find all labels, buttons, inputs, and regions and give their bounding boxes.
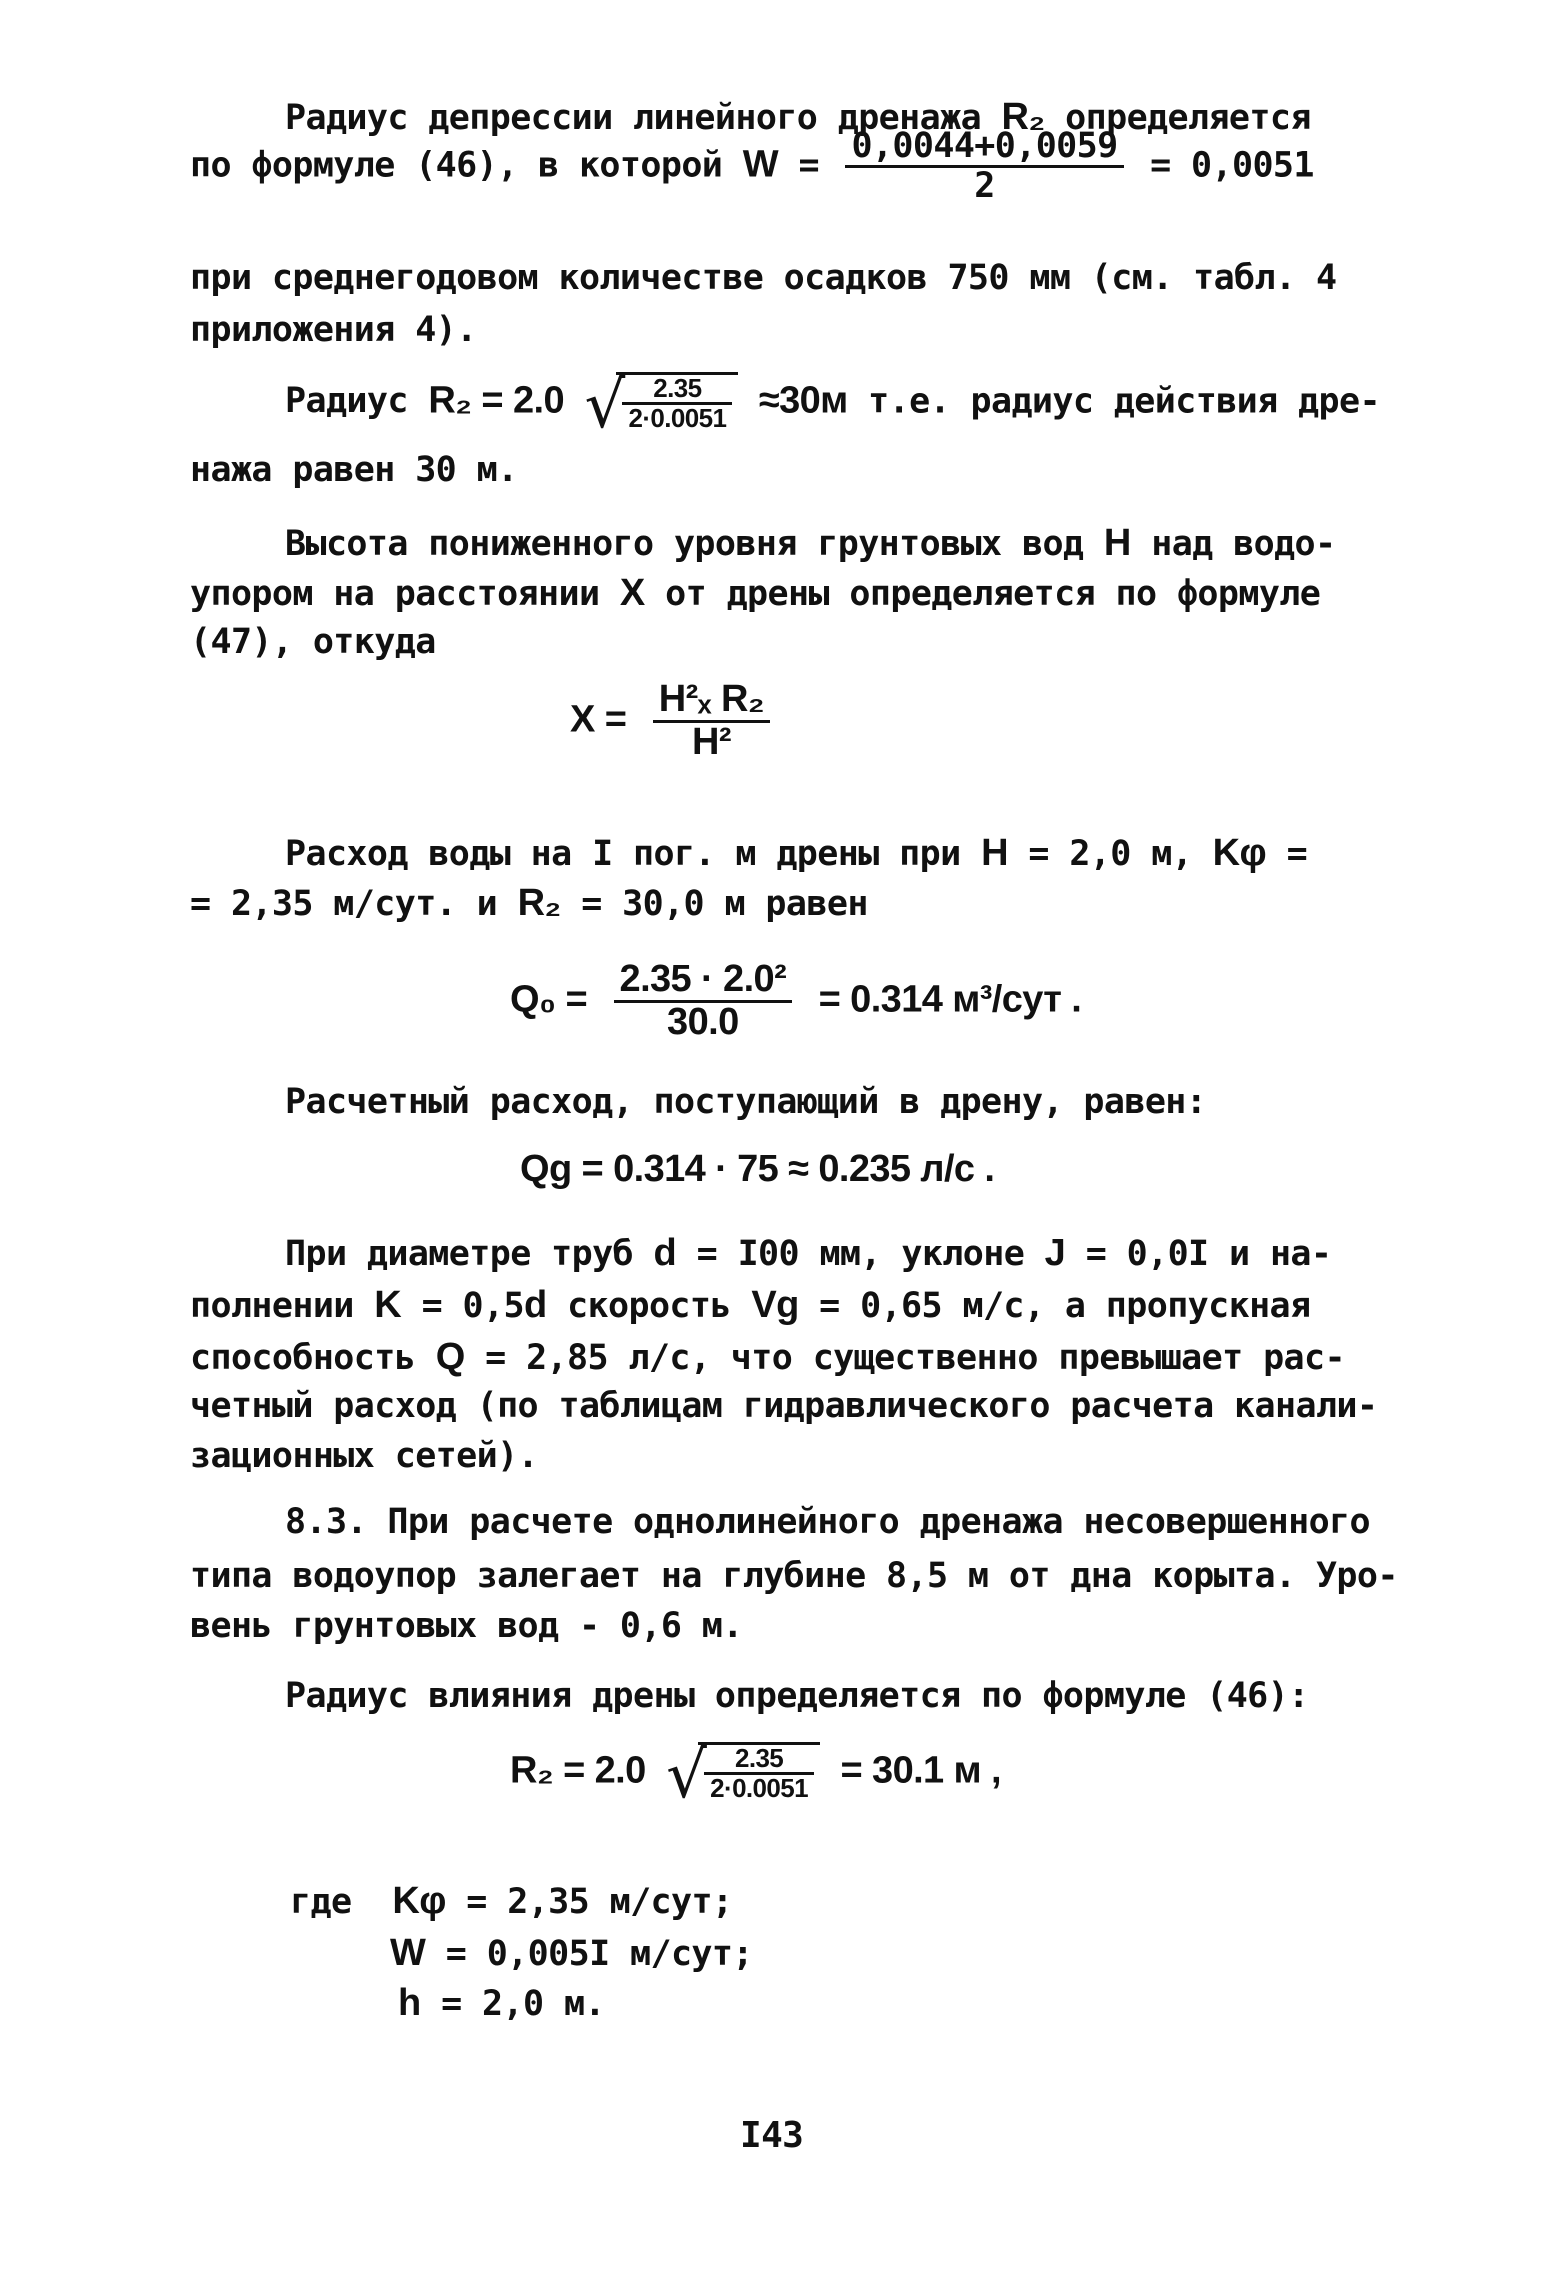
radical-sign: √	[584, 369, 625, 443]
text: от дрены определяется по формуле	[665, 574, 1321, 614]
text: Высота пониженного уровня грунтовых вод	[285, 524, 1084, 564]
text-line	[390, 1932, 753, 1975]
text-line	[190, 450, 518, 490]
formula-x	[570, 680, 776, 763]
fraction-denominator: 2·0.0051	[710, 1773, 808, 1804]
symbol-w: W	[742, 143, 779, 186]
formula-r2-b	[510, 1739, 1001, 1813]
text: = 0,5	[421, 1286, 524, 1326]
formula-q0-lhs: Q₀ =	[510, 978, 588, 1021]
fraction-denominator: 2·0.0051	[628, 403, 727, 434]
symbol-x: X	[619, 572, 645, 614]
formula-r2-rhs: ≈30м	[758, 379, 848, 422]
text: упором на расстоянии	[190, 574, 600, 614]
text: = 0,0051	[1150, 145, 1314, 186]
fraction-numerator: 0,0044+0,0059	[845, 128, 1123, 168]
text-line	[190, 1082, 1206, 1122]
text-line	[190, 258, 1336, 298]
symbol-kf: Kφ	[392, 1880, 446, 1922]
text: нажа равен 30 м.	[190, 450, 518, 490]
formula-r2-rhs: = 30.1 м ,	[840, 1749, 1001, 1792]
text-line	[190, 832, 1307, 875]
text: по формуле (46), в которой	[190, 145, 723, 186]
text: = 30,0 м равен	[581, 884, 868, 924]
text: над водо-	[1151, 524, 1336, 564]
text: четный расход (по таблицам гидравлического расчета канали-	[190, 1386, 1378, 1426]
fraction-numerator: H²ₓ R₂	[653, 680, 770, 723]
text-line	[190, 1676, 1309, 1716]
text: = 0,005I м/сут;	[445, 1934, 753, 1974]
formula-r2-lhs: R₂ = 2.0	[428, 379, 564, 422]
text: Расчетный расход, поступающий в дрену, равен:	[285, 1082, 1207, 1122]
text: (47), откуда	[190, 622, 436, 662]
symbol-r2: R₂	[517, 882, 561, 924]
text: определяется	[1065, 98, 1311, 138]
text: Расход воды на I пог. м дрены при	[285, 834, 961, 874]
text: вень грунтовых вод - 0,6 м.	[190, 1606, 743, 1646]
text: = 2,85 л/с, что существенно превышает рас-	[485, 1338, 1345, 1378]
text: где	[290, 1882, 352, 1922]
text-line	[190, 1336, 1345, 1379]
fraction-numerator: 2.35	[704, 1745, 814, 1775]
fraction-numerator: 2.35 · 2.0²	[614, 960, 793, 1003]
text: =	[1286, 834, 1308, 874]
text-line	[190, 1436, 538, 1476]
text-line	[190, 1606, 743, 1646]
text: = 0,0I и на-	[1085, 1234, 1332, 1274]
page-number: I43	[740, 2115, 804, 2156]
text-line: по формуле (46), в которой W = $\frac{0,0044+0,0059}{2}$ = 0,0051	[190, 126, 1314, 206]
formula-q0-rhs: = 0.314 м³/сут .	[818, 978, 1082, 1021]
text-line	[190, 1284, 1311, 1327]
text: Радиус депрессии линейного дренажа	[285, 98, 982, 138]
text: скорость	[567, 1286, 731, 1326]
symbol-k: K	[374, 1284, 402, 1326]
sqrt-r2	[666, 1739, 820, 1813]
symbol-d: d	[653, 1232, 677, 1274]
text: = 2,0 м,	[1028, 834, 1193, 874]
text: = 2,35 м/сут. и	[190, 884, 498, 924]
text: приложения 4).	[190, 310, 477, 350]
fraction-denominator: H²	[691, 720, 731, 763]
text: При диаметре труб	[285, 1234, 634, 1274]
fraction-denominator: 2	[974, 165, 995, 206]
text-line	[290, 1880, 732, 1923]
text: = 2,35 м/сут;	[466, 1882, 733, 1922]
symbol-kf: Kφ	[1212, 832, 1267, 874]
symbol-w: W	[390, 1932, 426, 1974]
text-line	[398, 1982, 605, 2025]
formula-qg	[520, 1148, 994, 1191]
text: = I00 мм, уклоне	[696, 1234, 1025, 1274]
fraction-numerator: 2.35	[622, 375, 732, 405]
formula-x-lhs: X =	[570, 698, 627, 741]
radical-sign: √	[666, 1739, 707, 1813]
text: = 0,65 м/с, а пропускная	[819, 1286, 1311, 1326]
formula-q0	[510, 960, 1081, 1043]
symbol-q: Q	[435, 1336, 465, 1378]
text-line	[190, 1232, 1331, 1275]
text-line	[190, 1502, 1370, 1542]
text-line	[190, 622, 436, 662]
text: Радиус	[285, 381, 408, 422]
text: т.е. радиус действия дре-	[868, 381, 1380, 422]
text: Радиус влияния дрены определяется по формуле (46):	[285, 1676, 1309, 1716]
text-line	[190, 882, 868, 925]
text-line	[190, 310, 477, 350]
text-line	[190, 1386, 1377, 1426]
text: полнении	[190, 1286, 354, 1326]
symbol-h: H	[1103, 522, 1131, 564]
symbol-h: H	[981, 832, 1008, 874]
text-line	[190, 369, 1380, 443]
text: при среднегодовом количестве осадков 750 мм (см. табл. 4	[190, 258, 1337, 298]
text-line	[190, 522, 1335, 565]
symbol-h-small: h	[398, 1982, 421, 2024]
formula-qg-text: Qg = 0.314 · 75 ≈ 0.235 л/с .	[520, 1148, 995, 1190]
fraction-denominator: 30.0	[667, 1000, 739, 1043]
text: 8.3. При расчете однолинейного дренажа несовершенного	[285, 1502, 1371, 1542]
text: способность	[190, 1338, 416, 1378]
fraction-w	[845, 128, 1123, 205]
text: зационных сетей).	[190, 1436, 539, 1476]
formula-r2-lhs: R₂ = 2.0	[510, 1749, 646, 1792]
symbol-r2: R₂	[1001, 96, 1045, 138]
text: = 2,0 м.	[441, 1984, 605, 2024]
symbol-d: d	[523, 1284, 547, 1326]
text: типа водоупор залегает на глубине 8,5 м от дна корыта. Уро-	[190, 1556, 1398, 1596]
symbol-j: J	[1044, 1232, 1066, 1274]
text-line	[190, 572, 1320, 615]
symbol-vg: Vg	[751, 1284, 799, 1326]
text-line	[190, 1556, 1398, 1596]
sqrt-r2	[584, 369, 738, 443]
